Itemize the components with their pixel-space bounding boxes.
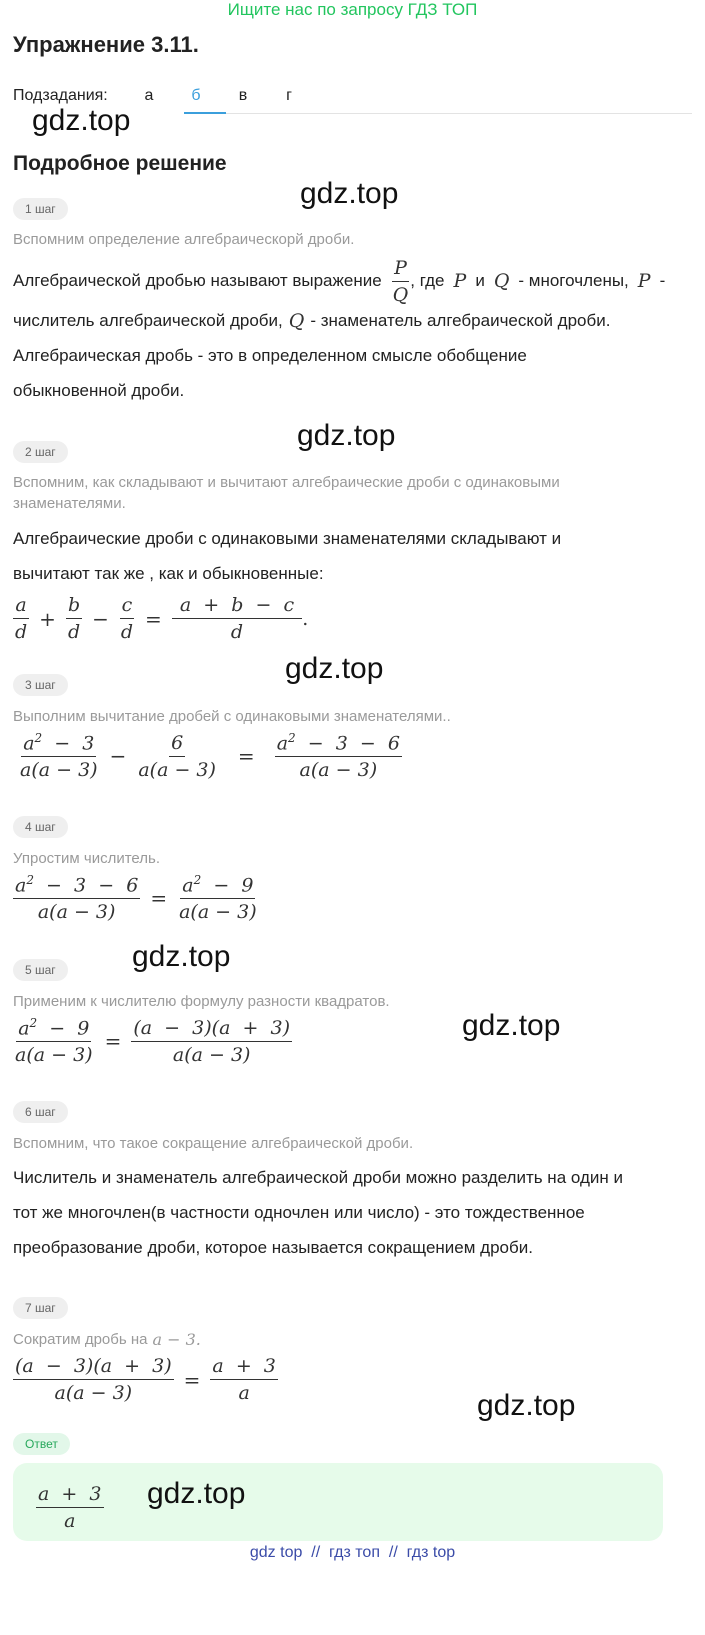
step-hint: Упростим числитель.	[13, 850, 160, 867]
step-hint: Сократим дробь на a − 3.	[13, 1330, 201, 1349]
watermark: gdz.top	[477, 1389, 576, 1422]
step-hint: Вспомним, как складывают и вычитают алгебраические дроби с одинаковыми знаменателями.	[13, 474, 560, 512]
variable: P	[453, 270, 467, 292]
step-hint: Выполним вычитание дробей с одинаковыми знаменателями..	[13, 708, 451, 725]
formula-step3: $\frac{a^2 - 3}{a(a - 3)}$ − $\frac{6}{a(a - 3)}$ = $\frac{a^2 - 3 - 6}{a(a - 3)}$	[20, 731, 400, 782]
subtasks-label: Подзадания:	[13, 87, 108, 104]
footer-links[interactable]: gdz top // гдз топ // гдз top	[249, 1544, 456, 1561]
step-text: Алгебраические дроби с одинаковыми знаменателями складывают и	[13, 529, 562, 548]
step-hint: Вспомним, что такое сокращение алгебраической дроби.	[13, 1135, 414, 1152]
step-hint: Вспомним определение алгебраическорй дроби.	[13, 231, 355, 248]
watermark: gdz.top	[132, 940, 231, 973]
step-hint: Применим к числителю формулу разности квадратов.	[13, 993, 390, 1010]
step-badge: 1 шаг	[13, 198, 68, 220]
page-title: Упражнение 3.11.	[13, 32, 199, 57]
watermark: gdz.top	[462, 1009, 561, 1042]
watermark: gdz.top	[285, 652, 384, 685]
tab-a[interactable]: а	[144, 87, 154, 104]
solution-heading: Подробное решение	[13, 152, 227, 175]
step-text: обыкновенной дроби.	[13, 381, 185, 400]
answer-badge: Ответ	[13, 1433, 70, 1455]
text-fragment: Алгебраической дробью называют выражение	[13, 271, 382, 290]
step-text: тот же многочлен(в частности одночлен или число) - это тождественное	[13, 1203, 585, 1222]
tabs-divider	[184, 113, 692, 114]
formula-add-subtract: $\frac{a}{d}$ + $\frac{b}{d}$ − $\frac{c}{d}$ = $\frac{a + b - c}{d}$ .	[15, 594, 309, 643]
fraction: $\frac{P}{Q}$	[392, 256, 409, 306]
formula-step4: $\frac{a^2 - 3 - 6}{a(a - 3)}$ = $\frac{a^2 - 9}{a(a - 3)}$	[15, 873, 257, 924]
step-text: Числитель и знаменатель алгебраической дроби можно разделить на один и	[13, 1168, 623, 1187]
answer-box	[13, 1463, 663, 1541]
step-badge: 4 шаг	[13, 816, 68, 838]
step-text: числитель алгебраической дроби, Q - знаменатель алгебраической дроби.	[13, 310, 611, 332]
step-text	[13, 253, 665, 309]
step-badge: 3 шаг	[13, 674, 68, 696]
watermark: gdz.top	[32, 104, 131, 137]
step-badge: 2 шаг	[13, 441, 68, 463]
step-badge: 5 шаг	[13, 959, 68, 981]
text-fragment: и	[475, 271, 485, 290]
answer-formula: $\frac{a + 3}{a}$	[38, 1483, 102, 1532]
tab-v[interactable]: в	[238, 87, 248, 104]
variable: Q	[493, 270, 510, 292]
tab-g[interactable]: г	[286, 87, 292, 104]
text-fragment: -	[659, 271, 666, 290]
watermark: gdz.top	[297, 419, 396, 452]
step-text: вычитают так же , как и обыкновенные:	[13, 564, 324, 583]
active-tab-indicator	[184, 112, 226, 114]
watermark: gdz.top	[300, 177, 399, 210]
watermark: gdz.top	[147, 1477, 246, 1510]
step-text: преобразование дроби, которое называется сокращением дроби.	[13, 1238, 533, 1257]
step-text: Алгебраическая дробь - это в определенном смысле обобщение	[13, 346, 527, 365]
step-badge: 6 шаг	[13, 1101, 68, 1123]
formula-step7: $\frac{(a - 3)(a + 3)}{a(a - 3)}$ = $\frac{a + 3}{a}$	[15, 1355, 276, 1404]
text-fragment: - многочлены,	[518, 271, 629, 290]
tab-b[interactable]: б	[191, 87, 201, 104]
formula-step5: $\frac{a^2 - 9}{a(a - 3)}$ = $\frac{(a - 3)(a + 3)}{a(a - 3)}$	[15, 1016, 290, 1067]
search-banner: Ищите нас по запросу ГДЗ ТОП	[227, 0, 478, 19]
step-badge: 7 шаг	[13, 1297, 68, 1319]
variable: P	[637, 270, 651, 292]
text-fragment: , где	[410, 271, 445, 290]
